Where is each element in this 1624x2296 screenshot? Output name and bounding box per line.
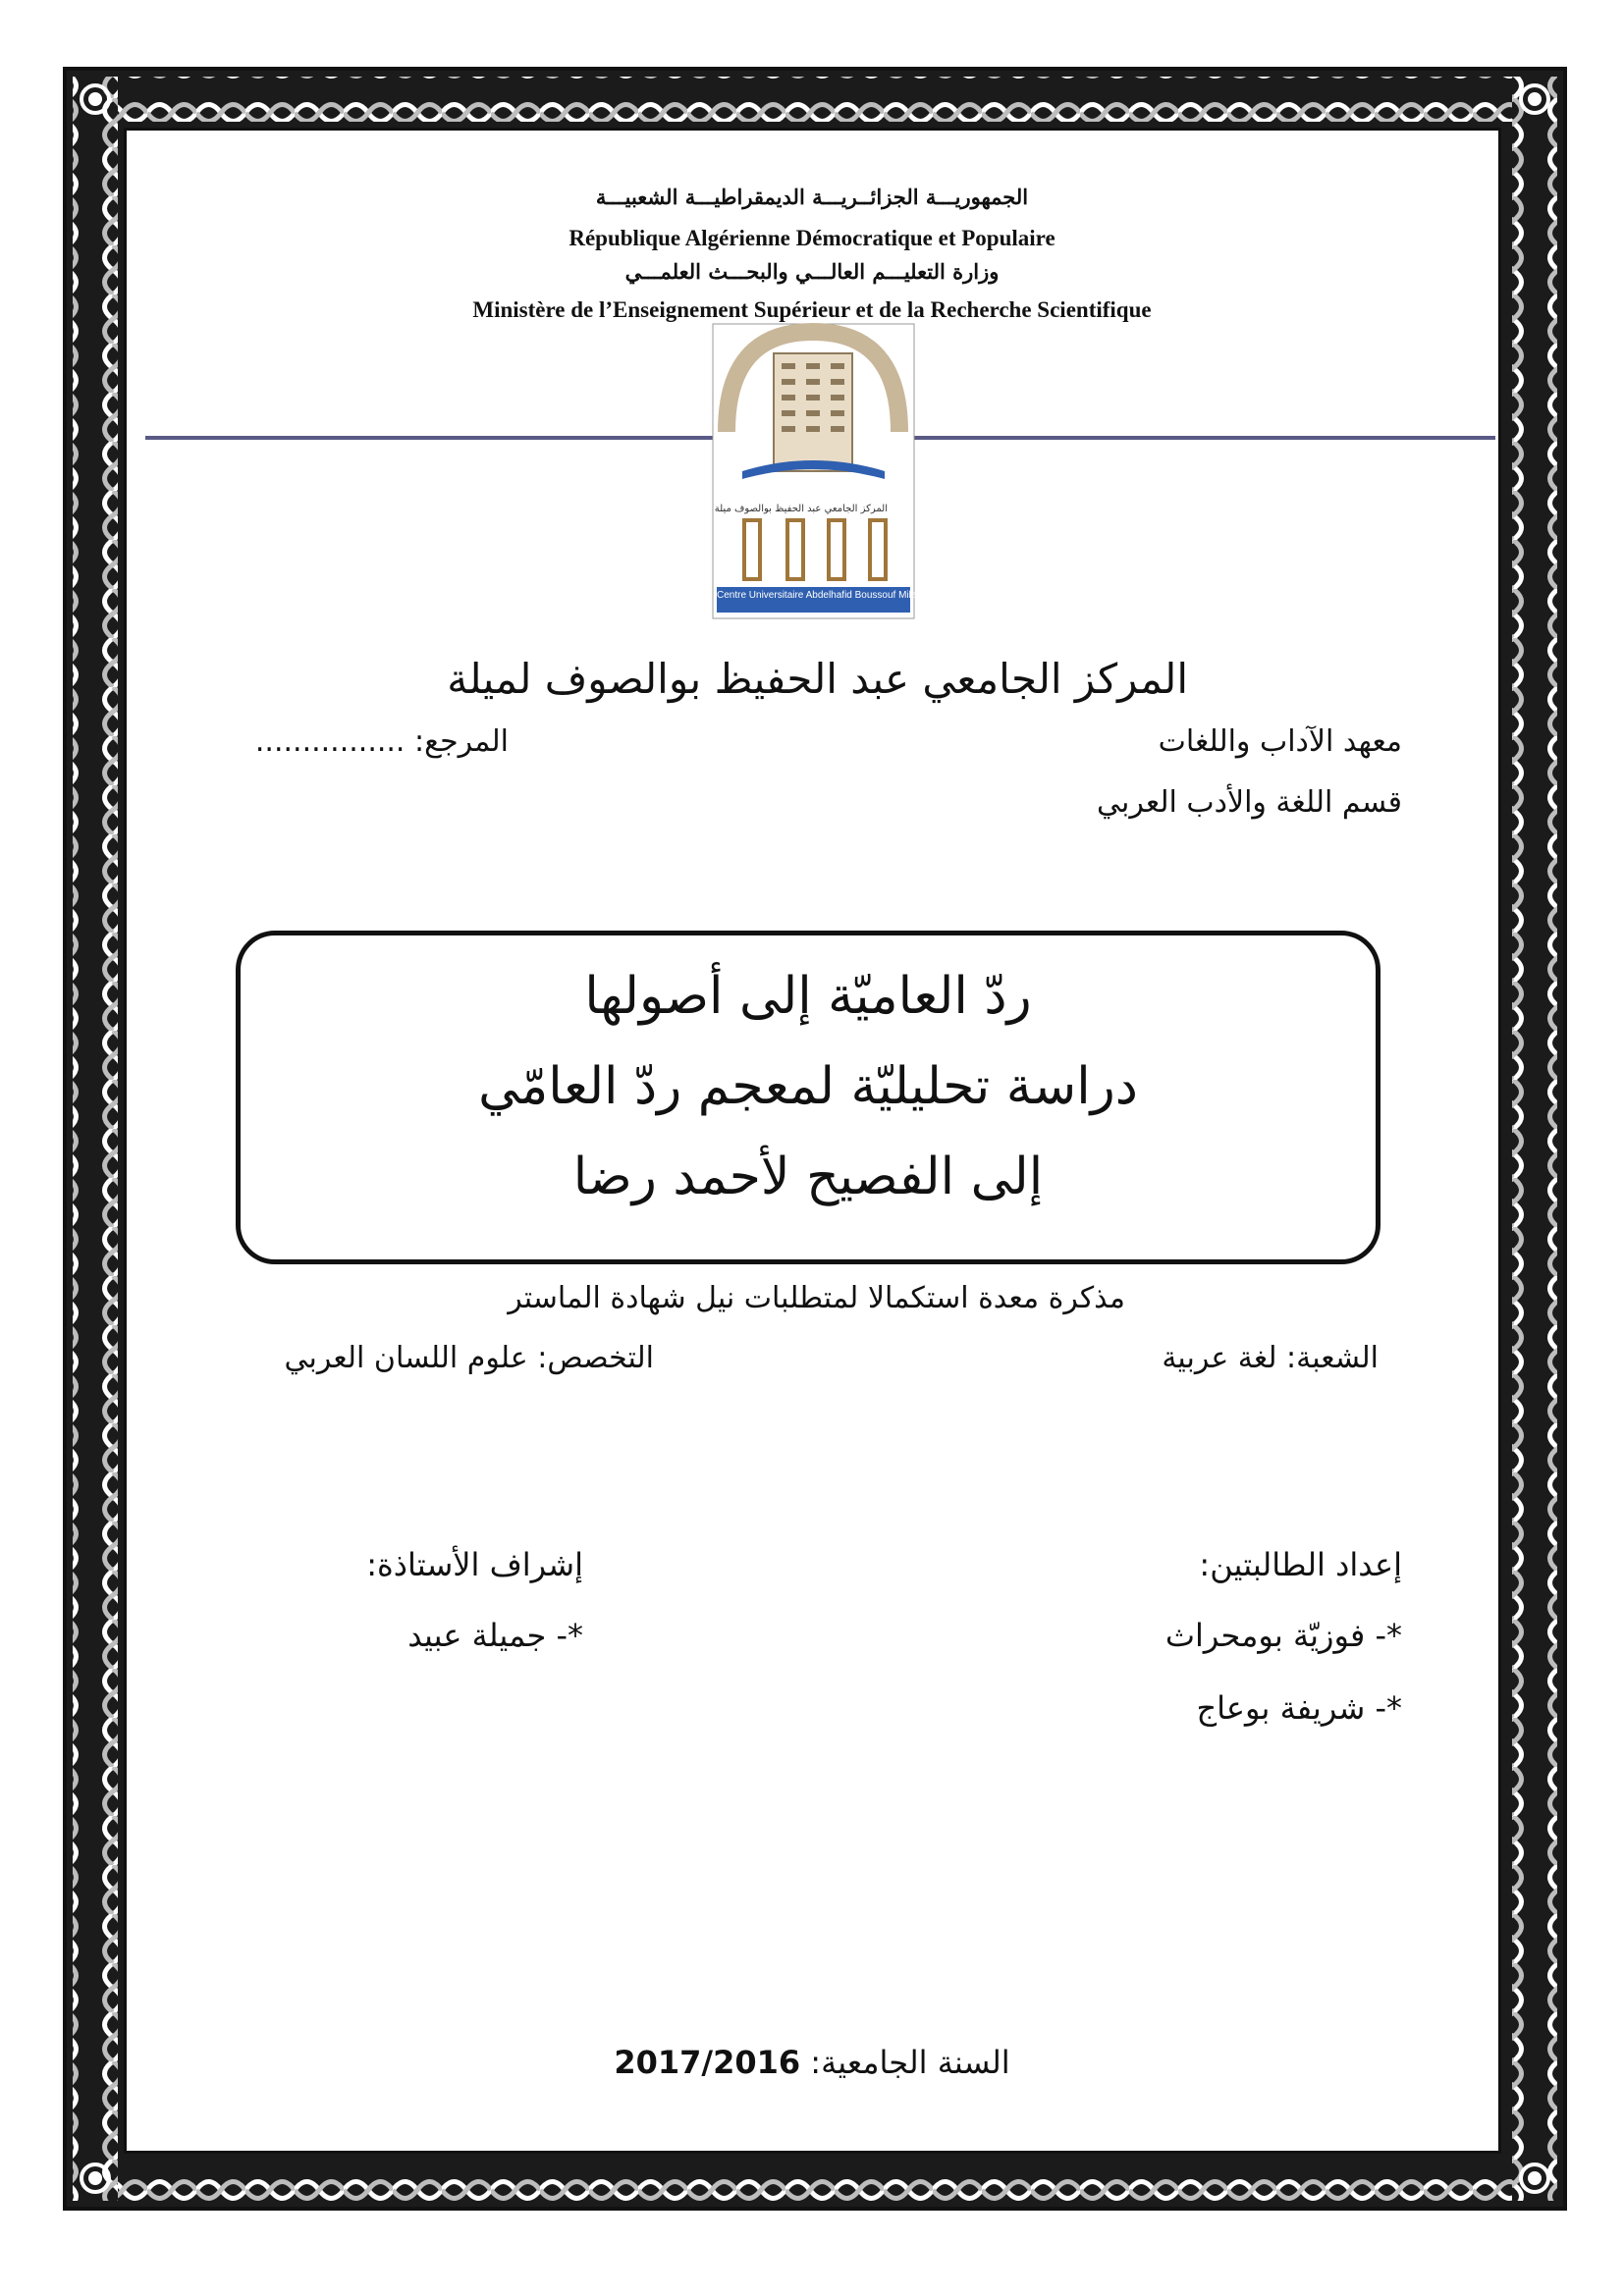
logo-latin-caption: Centre Universitaire Abdelhafid Boussouf Mila [717, 590, 917, 601]
supervision-label: إشراف الأستاذة: [366, 1546, 583, 1583]
department-name: قسم اللغة والأدب العربي [1096, 785, 1402, 820]
academic-year-value: 2017/2016 [614, 2044, 801, 2081]
thesis-purpose: مذكرة معدة استكمالا لمتطلبات نيل شهادة الماستر [508, 1281, 1125, 1315]
institute-name: معهد الآداب واللغات [1158, 724, 1402, 759]
republic-ar: الجمهوريـــة الجزائــريـــة الديمقراطيـــة الشعبيـــة [595, 185, 1029, 209]
prepared-by-label: إعداد الطالبتين: [1199, 1546, 1402, 1583]
reference-number: المرجع: ................ [254, 724, 509, 759]
ministry-ar: وزارة التعليـــم العالـــي والبحـــث العلمـــي [624, 259, 1000, 284]
student-1: *- فوزيّة بومحراث [1164, 1617, 1402, 1654]
academic-year [0, 2044, 1624, 2081]
republic-fr: République Algérienne Démocratique et Populaire [568, 226, 1056, 250]
student-2: *- شريفة بوعاج [1196, 1689, 1402, 1727]
thesis-branch: الشعبة: لغة عربية [1162, 1341, 1379, 1375]
university-logo [713, 324, 917, 618]
academic-year-label: السنة الجامعية: [810, 2044, 1010, 2081]
header-rule-left [145, 436, 713, 440]
title-line-3: إلى الفصيح لأحمد رضا [572, 1148, 1044, 1206]
title-line-2: دراسة تحليليّة لمعجم ردّ العامّي [478, 1057, 1138, 1116]
header-rule-right [914, 436, 1495, 440]
ministry-fr: Ministère de l’Enseignement Supérieur et de la Recherche Scientifique [472, 297, 1152, 322]
university-center-name: المركز الجامعي عبد الحفيظ بوالصوف لميلة [447, 655, 1188, 703]
logo-arabic-caption: المركز الجامعي عبد الحفيظ بوالصوف ميلة [714, 504, 888, 514]
supervisor-name: *- جميلة عبيد [407, 1617, 583, 1654]
thesis-title-box [236, 931, 1380, 1264]
title-line-1: ردّ العاميّة إلى أصولها [584, 967, 1032, 1026]
thesis-specialty: التخصص: علوم اللسان العربي [284, 1341, 654, 1375]
